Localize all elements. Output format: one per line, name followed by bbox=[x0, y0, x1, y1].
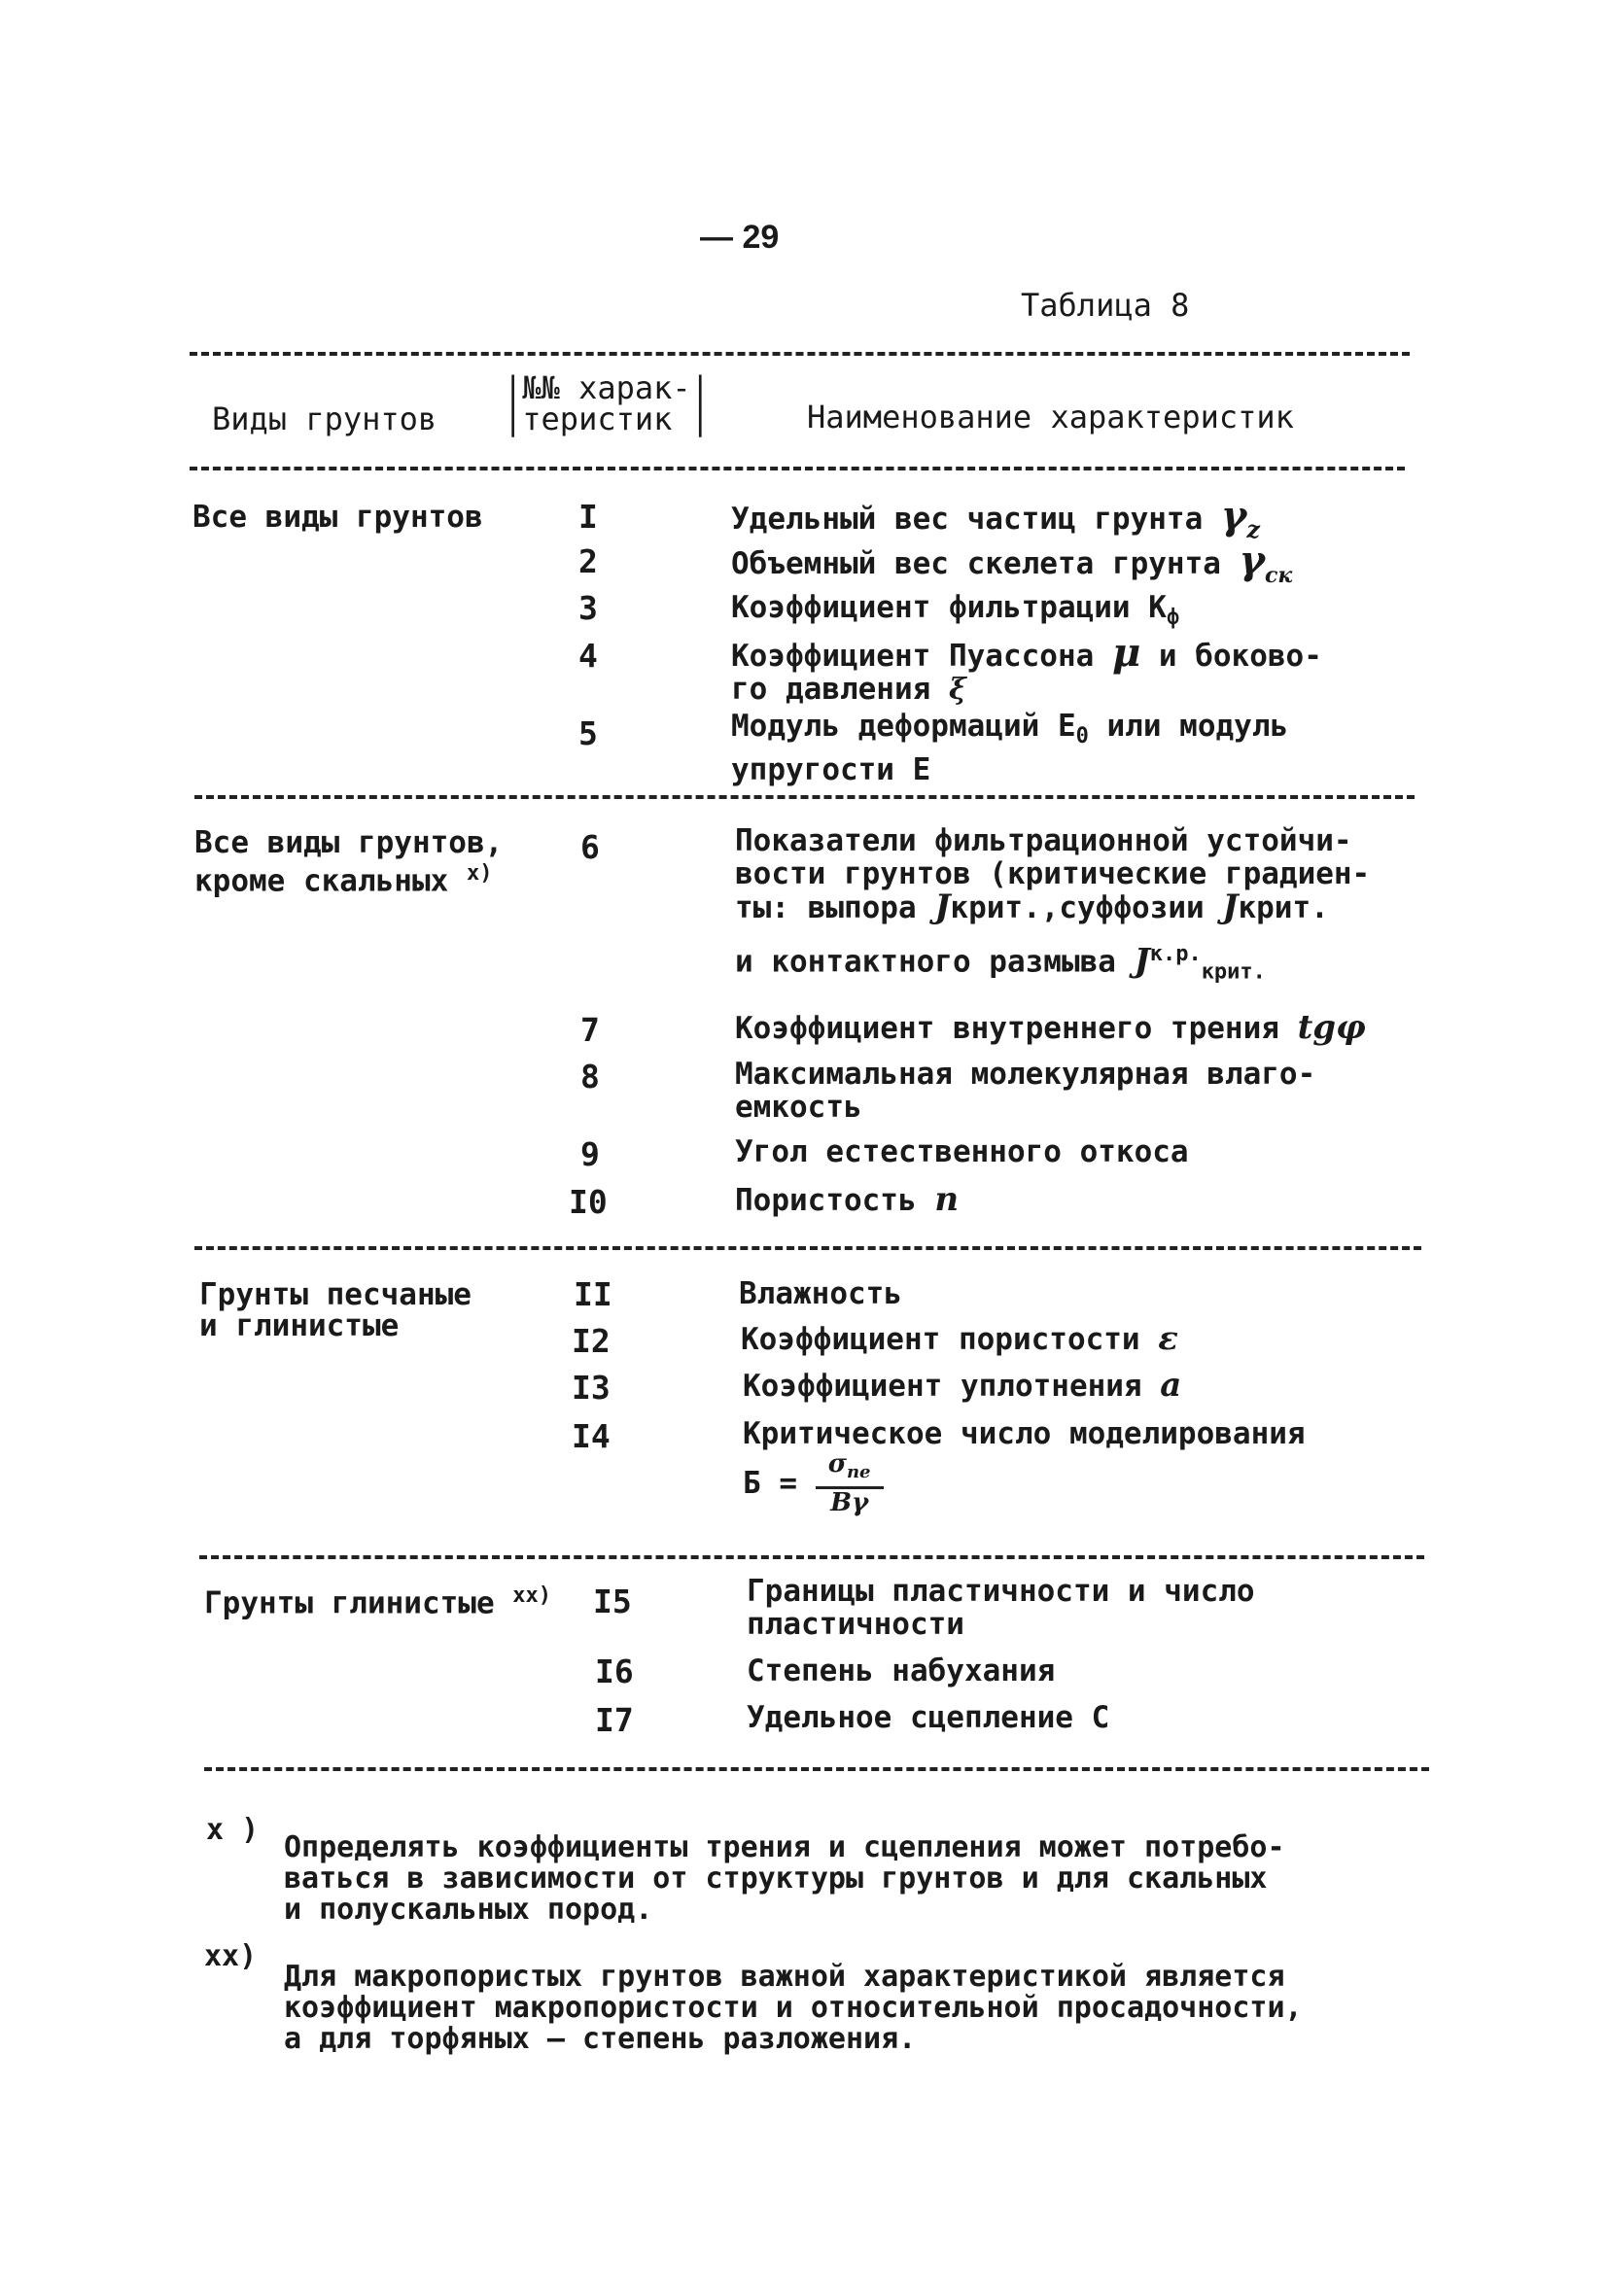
row-number: 9 bbox=[580, 1135, 600, 1173]
page-number: — 29 bbox=[700, 219, 780, 256]
characteristic-text: Коэффициент фильтрации $К_ф$ bbox=[731, 590, 1180, 631]
row-number: I4 bbox=[572, 1417, 611, 1455]
epsilon-symbol: ε bbox=[1158, 1319, 1178, 1358]
modeling-number-formula: Б = $\sigma_{пе}$ Bγ bbox=[743, 1450, 884, 1516]
characteristic-text: Показатели фильтрационной устойчи- вости грунтов (критические градиен- ты: выпора Jкрит.,суффозии Jкрит. и контактного размыва $J^{к.р.}_{крит.}$ bbox=[735, 823, 1371, 985]
header-number-line2: |теристик | bbox=[504, 400, 710, 437]
row-number: 7 bbox=[580, 1011, 600, 1049]
j-symbol: J bbox=[1222, 887, 1239, 926]
table-top-rule bbox=[190, 352, 1410, 356]
row-number: I5 bbox=[593, 1583, 632, 1620]
n-symbol: n bbox=[934, 1180, 960, 1219]
soil-type-label: Грунты глинистые $^{xx)}$ bbox=[204, 1583, 552, 1621]
group-rule bbox=[194, 1246, 1421, 1250]
header-bottom-rule bbox=[190, 467, 1405, 470]
row-number: 6 bbox=[580, 828, 600, 866]
footnote-text: Для макропористых грунтов важной характеристикой является коэффициент макропористости и относительной просадочности, а для торфяных – степень разложения. bbox=[284, 1960, 1303, 2056]
characteristic-text: Удельный вес частиц грунта $\gamma_z$ bbox=[731, 493, 1260, 543]
characteristic-text: Коэффициент пористости ε bbox=[741, 1319, 1178, 1358]
row-number: 8 bbox=[580, 1058, 600, 1096]
table-bottom-rule bbox=[204, 1767, 1429, 1771]
characteristic-text: Степень набухания bbox=[747, 1653, 1056, 1688]
characteristic-text: Пористость n bbox=[735, 1180, 960, 1219]
footnote-text: Определять коэффициенты трения и сцепления может потребо- ваться в зависимости от структуры грунтов и для скальных и полускальных пород. bbox=[284, 1830, 1285, 1927]
row-number: I0 bbox=[569, 1183, 608, 1221]
header-soil-types: Виды грунтов bbox=[212, 400, 437, 437]
soil-type-label: Все виды грунтов, bbox=[194, 825, 504, 860]
row-number: I2 bbox=[572, 1322, 611, 1360]
row-number: I6 bbox=[595, 1652, 634, 1690]
soil-type-label: и глинистые bbox=[199, 1308, 400, 1343]
tg-phi-symbol: tgφ bbox=[1297, 1008, 1366, 1047]
header-characteristic-name: Наименование характеристик bbox=[807, 399, 1294, 435]
characteristic-text: Объемный вес скелета грунта $\gamma_{ск}$ bbox=[731, 538, 1293, 588]
characteristic-text: Угол естественного откоса bbox=[735, 1134, 1189, 1169]
a-symbol: a bbox=[1160, 1366, 1182, 1405]
j-symbol: J bbox=[1134, 941, 1150, 981]
table-caption: Таблица 8 bbox=[1021, 287, 1190, 324]
footnote-mark: xx) bbox=[204, 1939, 258, 1973]
row-number: 2 bbox=[578, 542, 598, 580]
characteristic-text: Максимальная молекулярная влаго- емкость bbox=[735, 1057, 1316, 1125]
soil-type-label: Все виды грунтов bbox=[192, 500, 483, 535]
footnote-mark: x ) bbox=[206, 1813, 260, 1847]
characteristic-text: Удельное сцепление C bbox=[747, 1700, 1110, 1735]
row-number: I3 bbox=[572, 1369, 611, 1407]
row-number: 4 bbox=[578, 637, 598, 675]
characteristic-text: Коэффициент внутреннего трения tgφ bbox=[735, 1008, 1366, 1047]
characteristic-text: Критическое число моделирования bbox=[743, 1416, 1306, 1451]
header-number-line1: |№№ харак-| bbox=[504, 369, 710, 406]
row-number: I7 bbox=[595, 1701, 634, 1739]
characteristic-text: Границы пластичности и число пластичности bbox=[747, 1574, 1255, 1642]
group-rule bbox=[199, 1555, 1424, 1559]
characteristic-text: Влажность bbox=[739, 1276, 902, 1311]
row-number: 5 bbox=[578, 714, 598, 752]
mu-symbol: μ bbox=[1111, 630, 1141, 676]
row-number: II bbox=[574, 1275, 612, 1313]
characteristic-text: Коэффициент Пуассона μ и боково- го давления ξ bbox=[731, 630, 1322, 707]
j-symbol: J bbox=[934, 887, 951, 926]
xi-symbol: ξ bbox=[948, 673, 966, 707]
gamma-sk-symbol: $\gamma_{ск}$ bbox=[1239, 538, 1293, 588]
soil-type-label: кроме скальных $^{x)}$ bbox=[194, 861, 493, 899]
soil-type-label: Грунты песчаные bbox=[199, 1277, 472, 1312]
characteristic-text: Модуль деформаций $E_0$ или модуль упругости E bbox=[731, 709, 1289, 788]
row-number: 3 bbox=[578, 589, 598, 627]
group-rule bbox=[194, 795, 1415, 799]
characteristic-text: Коэффициент уплотнения a bbox=[743, 1366, 1182, 1405]
gamma-z-symbol: $\gamma_z$ bbox=[1220, 493, 1260, 543]
row-number: I bbox=[578, 498, 598, 536]
